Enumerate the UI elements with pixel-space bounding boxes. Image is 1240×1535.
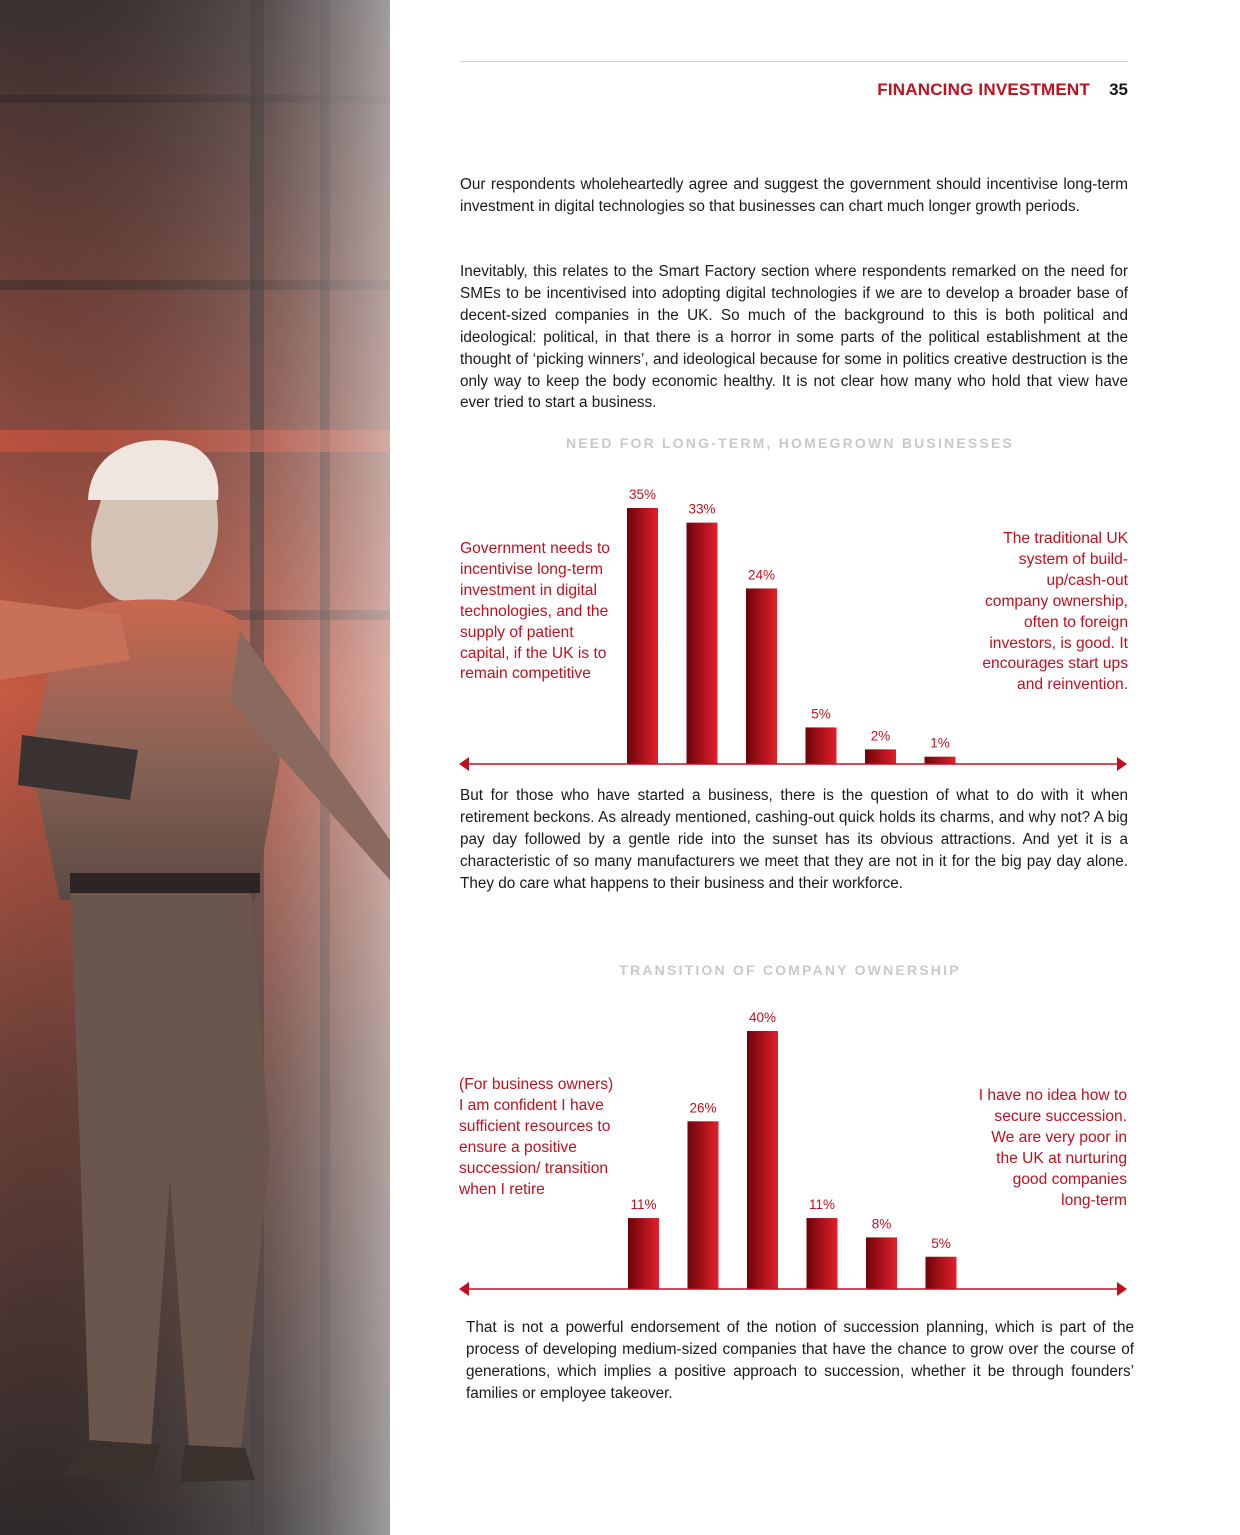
chart-bar [865, 749, 896, 764]
bar-value-label: 33% [688, 501, 716, 517]
bar-value-label: 40% [748, 1010, 777, 1025]
chart-bar [866, 1237, 897, 1289]
chart-bar [687, 523, 718, 764]
chart-left-label: Government needs to incentivise long-term investment in digital technologies, and the supply of patient capital, if the UK is to remain competitive [460, 540, 610, 683]
bar-chart-long-term [455, 470, 1135, 780]
body-paragraph: Inevitably, this relates to the Smart Factory section where respondents remarked on the need for SMEs to be incentivised into adopting digital technologies if we are to develop a broader base of decent-sized companies in the UK. So much of the background to this is both political and ideological: political, in that there is a horror in some parts of the political establishment at the thought of ‘picking winners’, and ideological because for some in politics creative destruction is the only way to keep the body economic healthy. It is not clear how many who hold that view have ever tried to start a business. [460, 263, 1128, 412]
chart-bar [688, 1121, 719, 1289]
arrow-right-icon [1117, 757, 1127, 771]
chart-bar [746, 588, 777, 764]
arrow-right-icon [1117, 1282, 1127, 1296]
chart-right-label: I have no idea how to secure succession. We are very poor in the UK at nurturing good companies long-term [978, 1087, 1127, 1209]
bar-value-label: 35% [628, 487, 657, 502]
chart-bar [747, 1031, 778, 1289]
arrow-left-icon [459, 1282, 469, 1296]
chart-bar [627, 508, 658, 764]
chart-bar [628, 1218, 659, 1289]
chart-bar [806, 727, 837, 764]
bar-value-label: 1% [930, 735, 950, 751]
section-title: FINANCING INVESTMENT [877, 80, 1090, 99]
hero-photo [0, 0, 390, 1535]
chart-left-label: (For business owners) I am confident I have sufficient resources to ensure a positive succession/ transition when I retire [459, 1076, 614, 1198]
bar-value-label: 11% [808, 1197, 836, 1213]
chart-title: NEED FOR LONG-TERM, HOMEGROWN BUSINESSES [565, 435, 1015, 451]
chart-bar [925, 757, 956, 764]
bar-value-label: 8% [871, 1216, 892, 1232]
body-paragraph: That is not a powerful endorsement of the notion of succession planning, which is part of the process of developing medium-sized companies that have the chance to grow over the course of generations, which implies a positive approach to succession, whether it be through founders’ families or employee takeover. [466, 1319, 1134, 1402]
body-paragraph: Our respondents wholeheartedly agree and suggest the government should incentivise long-term investment in digital technologies so that businesses can chart much longer growth periods. [460, 176, 1128, 215]
page-number: 35 [1109, 80, 1128, 99]
bar-value-label: 5% [931, 1235, 951, 1251]
header-rule [460, 61, 1128, 62]
bar-chart-ownership [455, 1000, 1135, 1305]
photo-worker-hard-hat [0, 0, 390, 1535]
chart-bar [807, 1218, 838, 1289]
chart-title: TRANSITION OF COMPANY OWNERSHIP [619, 962, 961, 978]
chart-right-label: The traditional UK system of build-up/cash-out company ownership, often to foreign investors, is good. It encourages start ups and reinvention. [982, 530, 1128, 694]
bar-value-label: 5% [811, 706, 831, 722]
body-paragraph: But for those who have started a business, there is the question of what to do with it when retirement beckons. As already mentioned, cashing-out quick holds its charms, and why not? A big pay day followed by a gentle ride into the sunset has its obvious attractions. And yet it is a characteristic of so many manufacturers we meet that they are not in it for the big pay day alone. They do care what happens to their business and their workforce. [460, 787, 1128, 892]
arrow-left-icon [459, 757, 469, 771]
chart-bar [926, 1257, 957, 1289]
bar-value-label: 24% [747, 567, 776, 583]
bar-value-label: 26% [689, 1100, 717, 1116]
bar-value-label: 11% [630, 1197, 657, 1213]
bar-value-label: 2% [870, 728, 891, 744]
